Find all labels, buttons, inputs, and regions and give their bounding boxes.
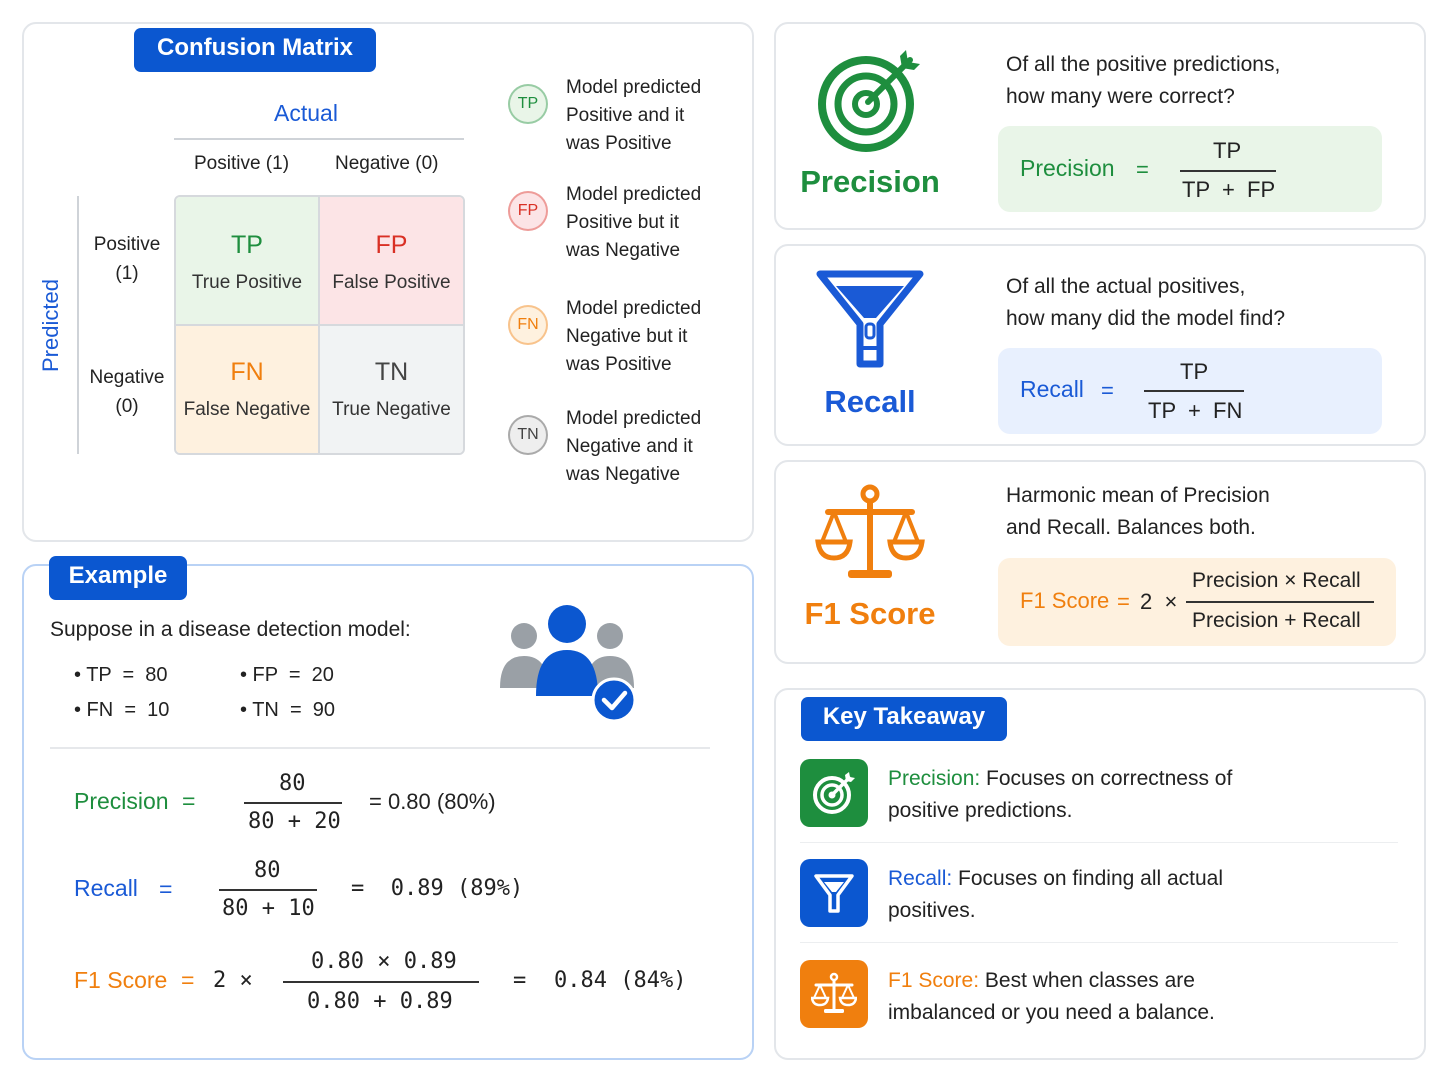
f1-formula-equals: = (1117, 589, 1130, 614)
precision-formula-equals: = (1136, 157, 1149, 182)
precision-question: Of all the positive predictions, how many were correct? (1006, 53, 1281, 108)
calc-precision-denominator: 80 + 20 (248, 809, 341, 834)
scales-icon (814, 484, 926, 584)
f1-description: Harmonic mean of Precision and Recall. Balances both. (1006, 484, 1270, 539)
target-icon (816, 46, 926, 156)
cell-fn: FN False Negative (176, 326, 320, 453)
cell-tn: TN True Negative (320, 326, 463, 453)
funnel-icon (800, 859, 868, 927)
f1-fraction-bar (1186, 601, 1374, 603)
precision-numerator: TP (1213, 138, 1242, 163)
col-header-positive: Positive (1) (194, 153, 290, 174)
precision-denominator: TP + FP (1182, 177, 1276, 202)
matrix-grid (174, 195, 465, 455)
calc-f1-bar (283, 981, 479, 983)
takeaway-divider-1 (800, 842, 1398, 843)
predicted-axis-label: Predicted (38, 279, 63, 372)
calc-f1-numerator: 0.80 × 0.89 (311, 949, 457, 974)
calc-recall-numerator: 80 (254, 858, 281, 883)
calc-precision-numerator: 80 (279, 771, 306, 796)
legend-badge-fp: FP (508, 191, 548, 231)
precision-formula-name: Precision (1020, 155, 1115, 181)
recall-fraction-bar (1144, 390, 1244, 392)
calc-f1-result-equals: = (513, 968, 527, 993)
calc-f1-result: 0.84 (84%) (554, 968, 687, 993)
f1-formula-name: F1 Score (1020, 588, 1110, 613)
legend-text-fp: Model predicted Positive but it was Negative (566, 184, 702, 261)
recall-numerator: TP (1180, 359, 1209, 384)
calc-f1-multiplier: 2 × (213, 968, 253, 993)
example-divider (50, 747, 710, 749)
calc-precision-name: Precision (74, 788, 169, 814)
cell-tp: TP True Positive (176, 197, 320, 326)
calc-f1-denominator: 0.80 + 0.89 (307, 989, 453, 1014)
actual-axis-label: Actual (274, 100, 338, 126)
calc-recall-result: = 0.89 (89%) (351, 876, 524, 901)
example-intro: Suppose in a disease detection model: (50, 618, 411, 641)
takeaway-precision: Precision: Focuses on correctness of positive predictions. (888, 767, 1233, 822)
f1-numerator: Precision × Recall (1192, 569, 1361, 592)
col-header-negative: Negative (0) (335, 153, 439, 174)
calc-f1-equals: = (181, 967, 195, 993)
f1-label: F1 Score (804, 596, 936, 631)
calc-recall-bar (219, 889, 317, 891)
legend-badge-tp: TP (508, 84, 548, 124)
confusion-matrix-title: Confusion Matrix (134, 28, 376, 72)
example-title: Example (49, 556, 187, 600)
calc-precision-equals: = (182, 788, 196, 814)
target-icon (800, 759, 868, 827)
precision-label: Precision (800, 164, 940, 199)
takeaway-recall: Recall: Focuses on finding all actual positives. (888, 867, 1224, 922)
users-check-icon (498, 602, 640, 724)
recall-question: Of all the actual positives, how many did the model find? (1006, 275, 1285, 330)
recall-formula-name: Recall (1020, 376, 1084, 402)
row-header-positive: Positive (1) (93, 234, 161, 284)
row-header-negative: Negative (0) (89, 367, 165, 417)
legend-text-fn: Model predicted Negative but it was Positive (566, 298, 702, 375)
calc-precision-bar (244, 802, 342, 804)
precision-fraction-bar (1180, 170, 1276, 172)
legend-badge-fn: FN (508, 305, 548, 345)
takeaway-f1: F1 Score: Best when classes are imbalanced or you need a balance. (888, 969, 1215, 1024)
example-item-fn: • FN = 10 (74, 699, 170, 721)
recall-denominator: TP + FN (1148, 398, 1243, 423)
funnel-icon (814, 268, 926, 372)
example-item-tp: • TP = 80 (74, 664, 168, 686)
scales-icon (800, 960, 868, 1028)
legend-text-tp: Model predicted Positive and it was Positive (566, 77, 702, 154)
calc-precision-result: = 0.80 (80%) (369, 789, 496, 814)
calc-f1-name: F1 Score (74, 967, 168, 993)
example-item-fp: • FP = 20 (240, 664, 334, 686)
f1-denominator: Precision + Recall (1192, 609, 1361, 632)
takeaway-title: Key Takeaway (801, 697, 1007, 741)
f1-formula-multiplier: 2 × (1140, 589, 1178, 614)
calc-recall-name: Recall (74, 875, 138, 901)
legend-text-tn: Model predicted Negative and it was Negative (566, 408, 702, 485)
takeaway-divider-2 (800, 942, 1398, 943)
example-item-tn: • TN = 90 (240, 699, 336, 721)
calc-recall-equals: = (159, 876, 173, 902)
legend-badge-tn: TN (508, 415, 548, 455)
calc-recall-denominator: 80 + 10 (222, 896, 315, 921)
recall-formula-equals: = (1101, 378, 1114, 403)
recall-label: Recall (824, 384, 916, 419)
predicted-divider (77, 196, 79, 454)
actual-divider (174, 138, 464, 140)
cell-fp: FP False Positive (320, 197, 463, 326)
